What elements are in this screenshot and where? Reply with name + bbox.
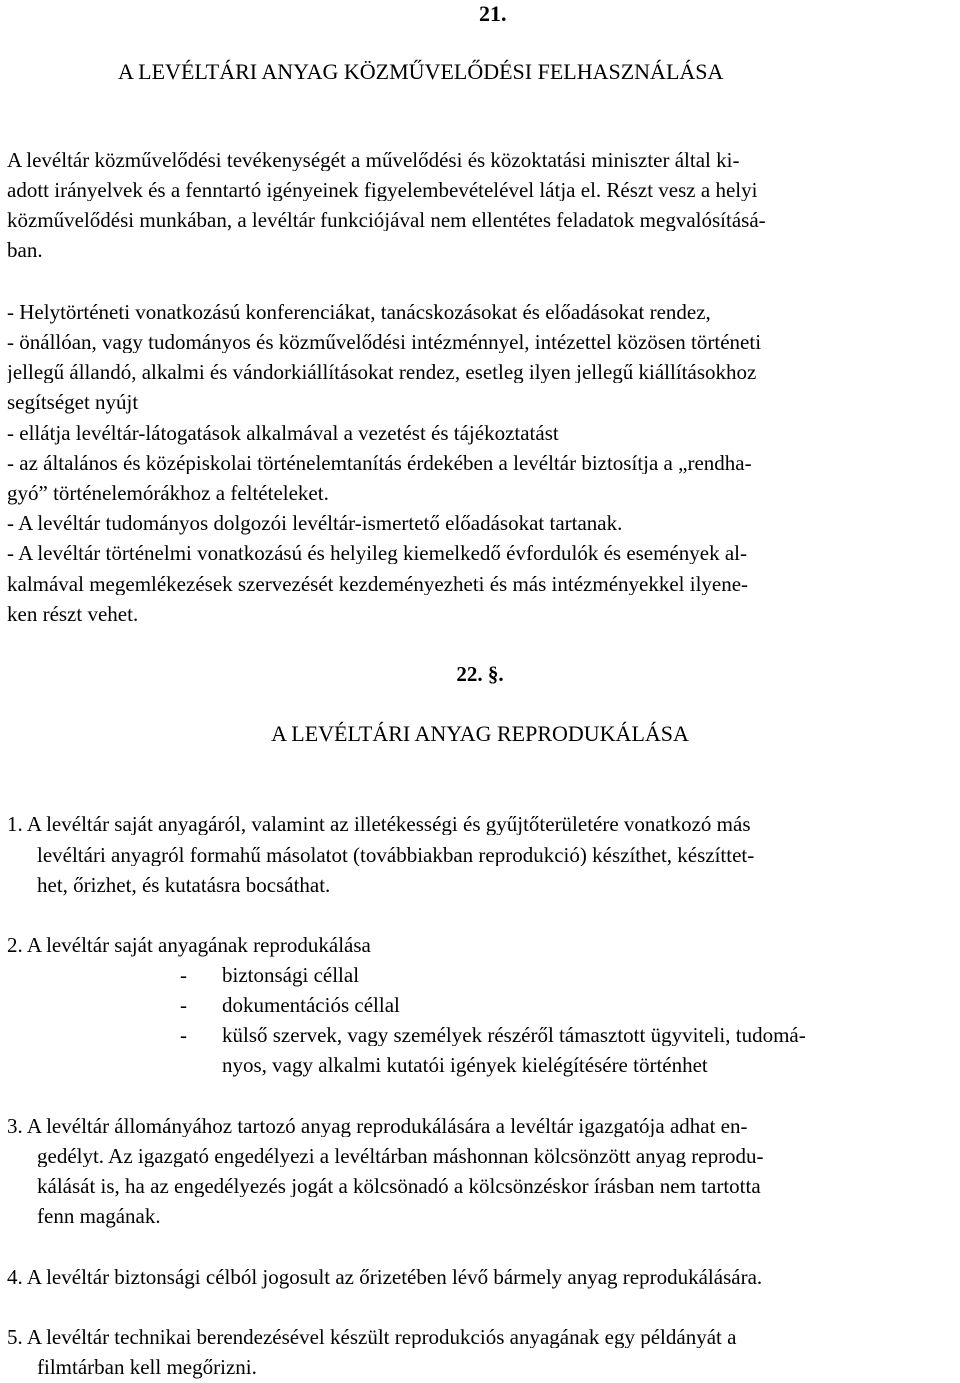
item-line: het, őrizhet, és kutatásra bocsáthat. [37, 873, 331, 897]
item-line: levéltári anyagról formahű másolatot (továbbiakban reprodukció) készíthet, készíttet- [37, 845, 755, 866]
list-item: - A levéltár történelmi vonatkozású és helyileg kiemelkedő évfordulók és események al- [7, 543, 748, 564]
list-item: - A levéltár tudományos dolgozói levéltár-ismertető előadásokat tartanak. [7, 511, 623, 535]
list-item: gyó” történelemórákhoz a feltételeket. [7, 481, 329, 505]
list-item: - önállóan, vagy tudományos és közművelődési intézménnyel, intézettel közösen történeti [7, 332, 762, 353]
item-line: 5. A levéltár technikai berendezésével készült reprodukciós anyagának egy példányát a [7, 1327, 737, 1348]
section-number-22: 22. §. [456, 662, 504, 686]
subitem-line: nyos, vagy alkalmi kutatói igények kielégítésére történhet [222, 1053, 708, 1077]
subitem-dash: - [180, 993, 187, 1017]
subitem-dash: - [180, 1023, 187, 1047]
intro-line: ban. [7, 238, 43, 262]
list-item: segítséget nyújt [7, 390, 139, 414]
list-item: - az általános és középiskolai történelemtanítás érdekében a levéltár biztosítja a „rendha- [7, 453, 752, 474]
subitem-line: külső szervek, vagy személyek részéről támasztott ügyviteli, tudomá- [222, 1025, 806, 1046]
intro-line: közművelődési munkában, a levéltár funkciójával nem ellentétes feladatok megvalósításá- [7, 210, 766, 231]
list-item: kalmával megemlékezések szervezését kezdeményezheti és más intézményekkel ilyene- [7, 574, 749, 595]
subitem-line: biztonsági céllal [222, 963, 360, 987]
list-item: - Helytörténeti vonatkozású konferenciákat, tanácskozásokat és előadásokat rendez, [7, 300, 711, 324]
section-title-22: A LEVÉLTÁRI ANYAG REPRODUKÁLÁSA [271, 721, 689, 746]
subitem-line: dokumentációs céllal [222, 993, 400, 1017]
section-number-21: 21. [479, 1, 507, 26]
item-lead: 2. A levéltár saját anyagának reprodukálása [7, 933, 371, 957]
item-line: gedélyt. Az igazgató engedélyezi a levéltárban máshonnan kölcsönzött anyag reprodu- [37, 1146, 764, 1167]
list-item: - ellátja levéltár-látogatások alkalmával a vezetést és tájékoztatást [7, 421, 559, 445]
list-item: jellegű állandó, alkalmi és vándorkiállításokat rendez, esetleg ilyen jellegű kiállításokhoz [7, 362, 757, 383]
section-title-21: A LEVÉLTÁRI ANYAG KÖZMŰVELŐDÉSI FELHASZNÁLÁSA [118, 59, 724, 84]
intro-line: adott irányelvek és a fenntartó igényeinek figyelembevételével látja el. Részt vesz a helyi [7, 180, 758, 201]
item-line: kálását is, ha az engedélyezés jogát a kölcsönadó a kölcsönzéskor írásban nem tartotta [37, 1176, 761, 1197]
item-line: fenn magának. [37, 1204, 161, 1228]
item-line: 3. A levéltár állományához tartozó anyag reprodukálására a levéltár igazgatója adhat en- [7, 1116, 748, 1137]
list-item: ken részt vehet. [7, 602, 139, 626]
intro-line: A levéltár közművelődési tevékenységét a művelődési és közoktatási miniszter által ki- [7, 150, 740, 171]
item-line: filmtárban kell megőrizni. [37, 1355, 257, 1379]
item-line: 4. A levéltár biztonsági célból jogosult az őrizetében lévő bármely anyag reprodukálására. [7, 1265, 763, 1289]
subitem-dash: - [180, 963, 187, 987]
item-line: 1. A levéltár saját anyagáról, valamint az illetékességi és gyűjtőterületére vonatkozó más [7, 814, 751, 835]
